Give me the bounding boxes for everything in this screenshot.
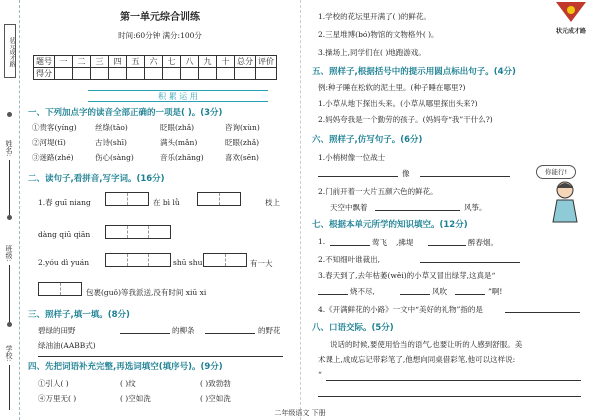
answer-line[interactable]: [375, 210, 460, 211]
option-text: 丝绦(tāo): [95, 123, 128, 132]
question-text: 1.小草从地下探出头来。(小草从哪里探出头来?): [318, 99, 478, 108]
question-text: ,拂堤: [396, 238, 414, 247]
answer-line[interactable]: [318, 294, 348, 295]
answer-line[interactable]: [120, 333, 170, 334]
option-text: ①贵客(yíng): [32, 123, 77, 132]
section-6-heading: 六、照样子,仿写句子。(6分): [312, 135, 423, 145]
word-blank: ( )空如洗: [120, 394, 151, 403]
question-text: 2.三星堆博(bó)物馆的文物格外( )。: [318, 30, 439, 39]
score-cell: 八: [181, 56, 199, 68]
option-text: 眨眼(zhǎ): [225, 138, 260, 147]
score-input[interactable]: [73, 68, 91, 80]
name-label: 姓名:: [5, 140, 13, 157]
pinyin-prompt: 在 bì lǜ: [153, 198, 180, 207]
name-line: [9, 160, 10, 220]
section-7-heading: 七、根据本单元所学的知识填空。(12分): [312, 220, 468, 230]
answer-line[interactable]: [205, 333, 255, 334]
section-8-heading: 八、口语交际。(5分): [312, 323, 394, 333]
section-5-heading: 五、照样子,根据括号中的提示用圆点标出句子。(4分): [312, 67, 516, 77]
pinyin-prompt: 1.春 guī niang: [38, 198, 91, 207]
answer-grid[interactable]: [38, 282, 82, 296]
answer-line[interactable]: [318, 176, 398, 177]
word-blank: ( )空如洗: [200, 394, 231, 403]
option-text: 音乐(zhāng): [160, 153, 204, 162]
option-text: 伤心(sàng): [95, 153, 134, 162]
paragraph-text: “: [318, 370, 322, 379]
score-cell: 评价: [256, 56, 277, 68]
pinyin-prompt: 枝上: [265, 198, 280, 207]
page-footer: 二年级语文 下册: [274, 409, 326, 417]
score-table: [33, 55, 277, 80]
girl-illustration: [545, 180, 585, 225]
option-text: 咨询(xùn): [225, 123, 260, 132]
question-text: 2.门前开着一大片五颜六色的鲜花。: [318, 187, 438, 196]
score-input[interactable]: [199, 68, 217, 80]
score-input[interactable]: [256, 68, 277, 80]
section-3-heading: 三、照样子,填一填。(8分): [28, 310, 130, 320]
question-text: 2.妈妈夸我是一个勤劳的孩子。(妈妈夸“我”干什么?): [318, 115, 493, 124]
pinyin-prompt: dàng qiū qiān: [38, 230, 91, 239]
question-text: ”啊!: [488, 287, 503, 296]
answer-grid[interactable]: [197, 192, 241, 206]
paragraph-text: 说话的时候,要使用恰当的语气,也要让听的人感到舒服。美: [330, 340, 523, 349]
example-text: 的柳条: [172, 326, 195, 335]
pinyin-prompt: 有一大: [250, 259, 273, 268]
example-text: 绿油油(AABB式): [38, 341, 96, 350]
section-4-heading: 四、先把词语补充完整,再选词填空(填序号)。(9分): [28, 362, 223, 372]
question-text: 像: [402, 169, 410, 178]
option-text: ③迷路(zhé): [32, 153, 74, 162]
answer-line[interactable]: [326, 380, 581, 381]
score-cell: 得分: [34, 68, 55, 80]
section-2-heading: 二、读句子,看拼音,写字词。(16分): [28, 174, 165, 184]
score-input[interactable]: [91, 68, 109, 80]
pinyin-prompt: shū shu: [173, 258, 203, 267]
answer-line[interactable]: [38, 356, 283, 357]
margin-tag: 状元成才路: [4, 24, 16, 78]
score-value-row: [34, 68, 277, 80]
answer-line[interactable]: [455, 294, 485, 295]
school-label: 学校:: [5, 345, 13, 362]
paragraph-text: 术课上,成成忘记带彩笔了,他想向同桌借彩笔,他可以这样说:: [318, 355, 516, 364]
score-cell: 四: [109, 56, 127, 68]
answer-line[interactable]: [318, 396, 581, 397]
option-text: ②河堤(tī): [32, 138, 66, 147]
score-input[interactable]: [163, 68, 181, 80]
word-blank: ④万里无( ): [38, 394, 77, 403]
question-text: 1.小梢树像一位战士: [318, 153, 386, 162]
answer-line[interactable]: [428, 245, 466, 246]
binding-hole: [7, 215, 12, 220]
score-input[interactable]: [109, 68, 127, 80]
score-header-row: [34, 56, 277, 68]
option-text: 喜欢(sēn): [225, 153, 259, 162]
answer-line[interactable]: [420, 176, 510, 177]
pinyin-prompt: 包裹(guǒ)等我派送,没有时间 xiū xi: [86, 288, 207, 297]
score-cell: 一: [55, 56, 73, 68]
score-cell: 六: [145, 56, 163, 68]
answer-grid[interactable]: [105, 225, 171, 239]
pinyin-prompt: 2.yóu dì yuán: [38, 258, 90, 267]
answer-line[interactable]: [420, 262, 520, 263]
word-blank: ( )致勃勃: [200, 379, 231, 388]
question-text: 1.: [318, 237, 326, 246]
class-line: [9, 265, 10, 325]
score-cell: 十: [217, 56, 235, 68]
section-band: 积 累 运 用: [88, 90, 268, 102]
answer-line[interactable]: [505, 312, 580, 313]
section-1-heading: 一、下列加点字的读音全部正确的一项是( )。(3分): [28, 108, 223, 118]
page-subtitle: 时间:60分钟 满分:100分: [118, 31, 202, 40]
question-text: 烧不尽,: [350, 287, 375, 296]
answer-grid[interactable]: [105, 253, 171, 267]
option-text: 眨眼(zhǎ): [160, 123, 195, 132]
question-text: 3.春天到了,去年枯萎(wěi)的小草又冒出绿芽,这真是“: [318, 271, 496, 280]
question-text: 风筝。: [464, 203, 487, 212]
binding-hole: [7, 112, 12, 117]
score-cell: 九: [199, 56, 217, 68]
question-text: 2.不知细叶谁裁出,: [318, 255, 381, 264]
example-text: 碧绿的田野: [38, 326, 76, 335]
question-text: 风吹: [432, 287, 447, 296]
answer-grid[interactable]: [203, 253, 247, 267]
question-text: 1.学校的花坛里开满了( )的鲜花。: [318, 12, 431, 21]
class-label: 班级:: [5, 245, 13, 262]
question-text: 天空中飘着: [330, 203, 368, 212]
option-text: 满头(mǎn): [160, 138, 198, 147]
score-input[interactable]: [235, 68, 256, 80]
score-cell: 二: [73, 56, 91, 68]
example-text: 的野花: [258, 326, 281, 335]
example-text: 例:种子睡在松软的泥土里。(种子睡在哪里?): [318, 83, 466, 92]
score-input[interactable]: [55, 68, 73, 80]
score-cell: 五: [127, 56, 145, 68]
question-text: 莺飞: [372, 238, 387, 247]
word-blank: ( )纹: [120, 379, 136, 388]
score-cell: 题号: [34, 56, 55, 68]
option-text: 古诗(shī): [95, 138, 127, 147]
score-cell: 七: [163, 56, 181, 68]
question-text: 3.操场上,同学们在( )地跑游戏。: [318, 48, 426, 57]
page-title: 第一单元综合训练: [120, 12, 200, 23]
score-input[interactable]: [145, 68, 163, 80]
score-input[interactable]: [127, 68, 145, 80]
answer-line[interactable]: [330, 245, 370, 246]
question-text: 4.《开满鲜花的小路》一文中“美好的礼物”指的是: [318, 305, 483, 314]
answer-line[interactable]: [400, 294, 430, 295]
question-text: 醉春烟。: [468, 238, 498, 247]
answer-grid[interactable]: [105, 192, 149, 206]
score-input[interactable]: [217, 68, 235, 80]
speech-bubble: 你能行!: [536, 165, 576, 179]
score-cell: 三: [91, 56, 109, 68]
school-line: [9, 365, 10, 410]
column-divider: [300, 0, 301, 420]
score-cell: 总分: [235, 56, 256, 68]
word-blank: ①引人( ): [38, 379, 69, 388]
binding-hole: [7, 322, 12, 327]
score-input[interactable]: [181, 68, 199, 80]
logo-caption: 状元成才路: [555, 28, 586, 35]
